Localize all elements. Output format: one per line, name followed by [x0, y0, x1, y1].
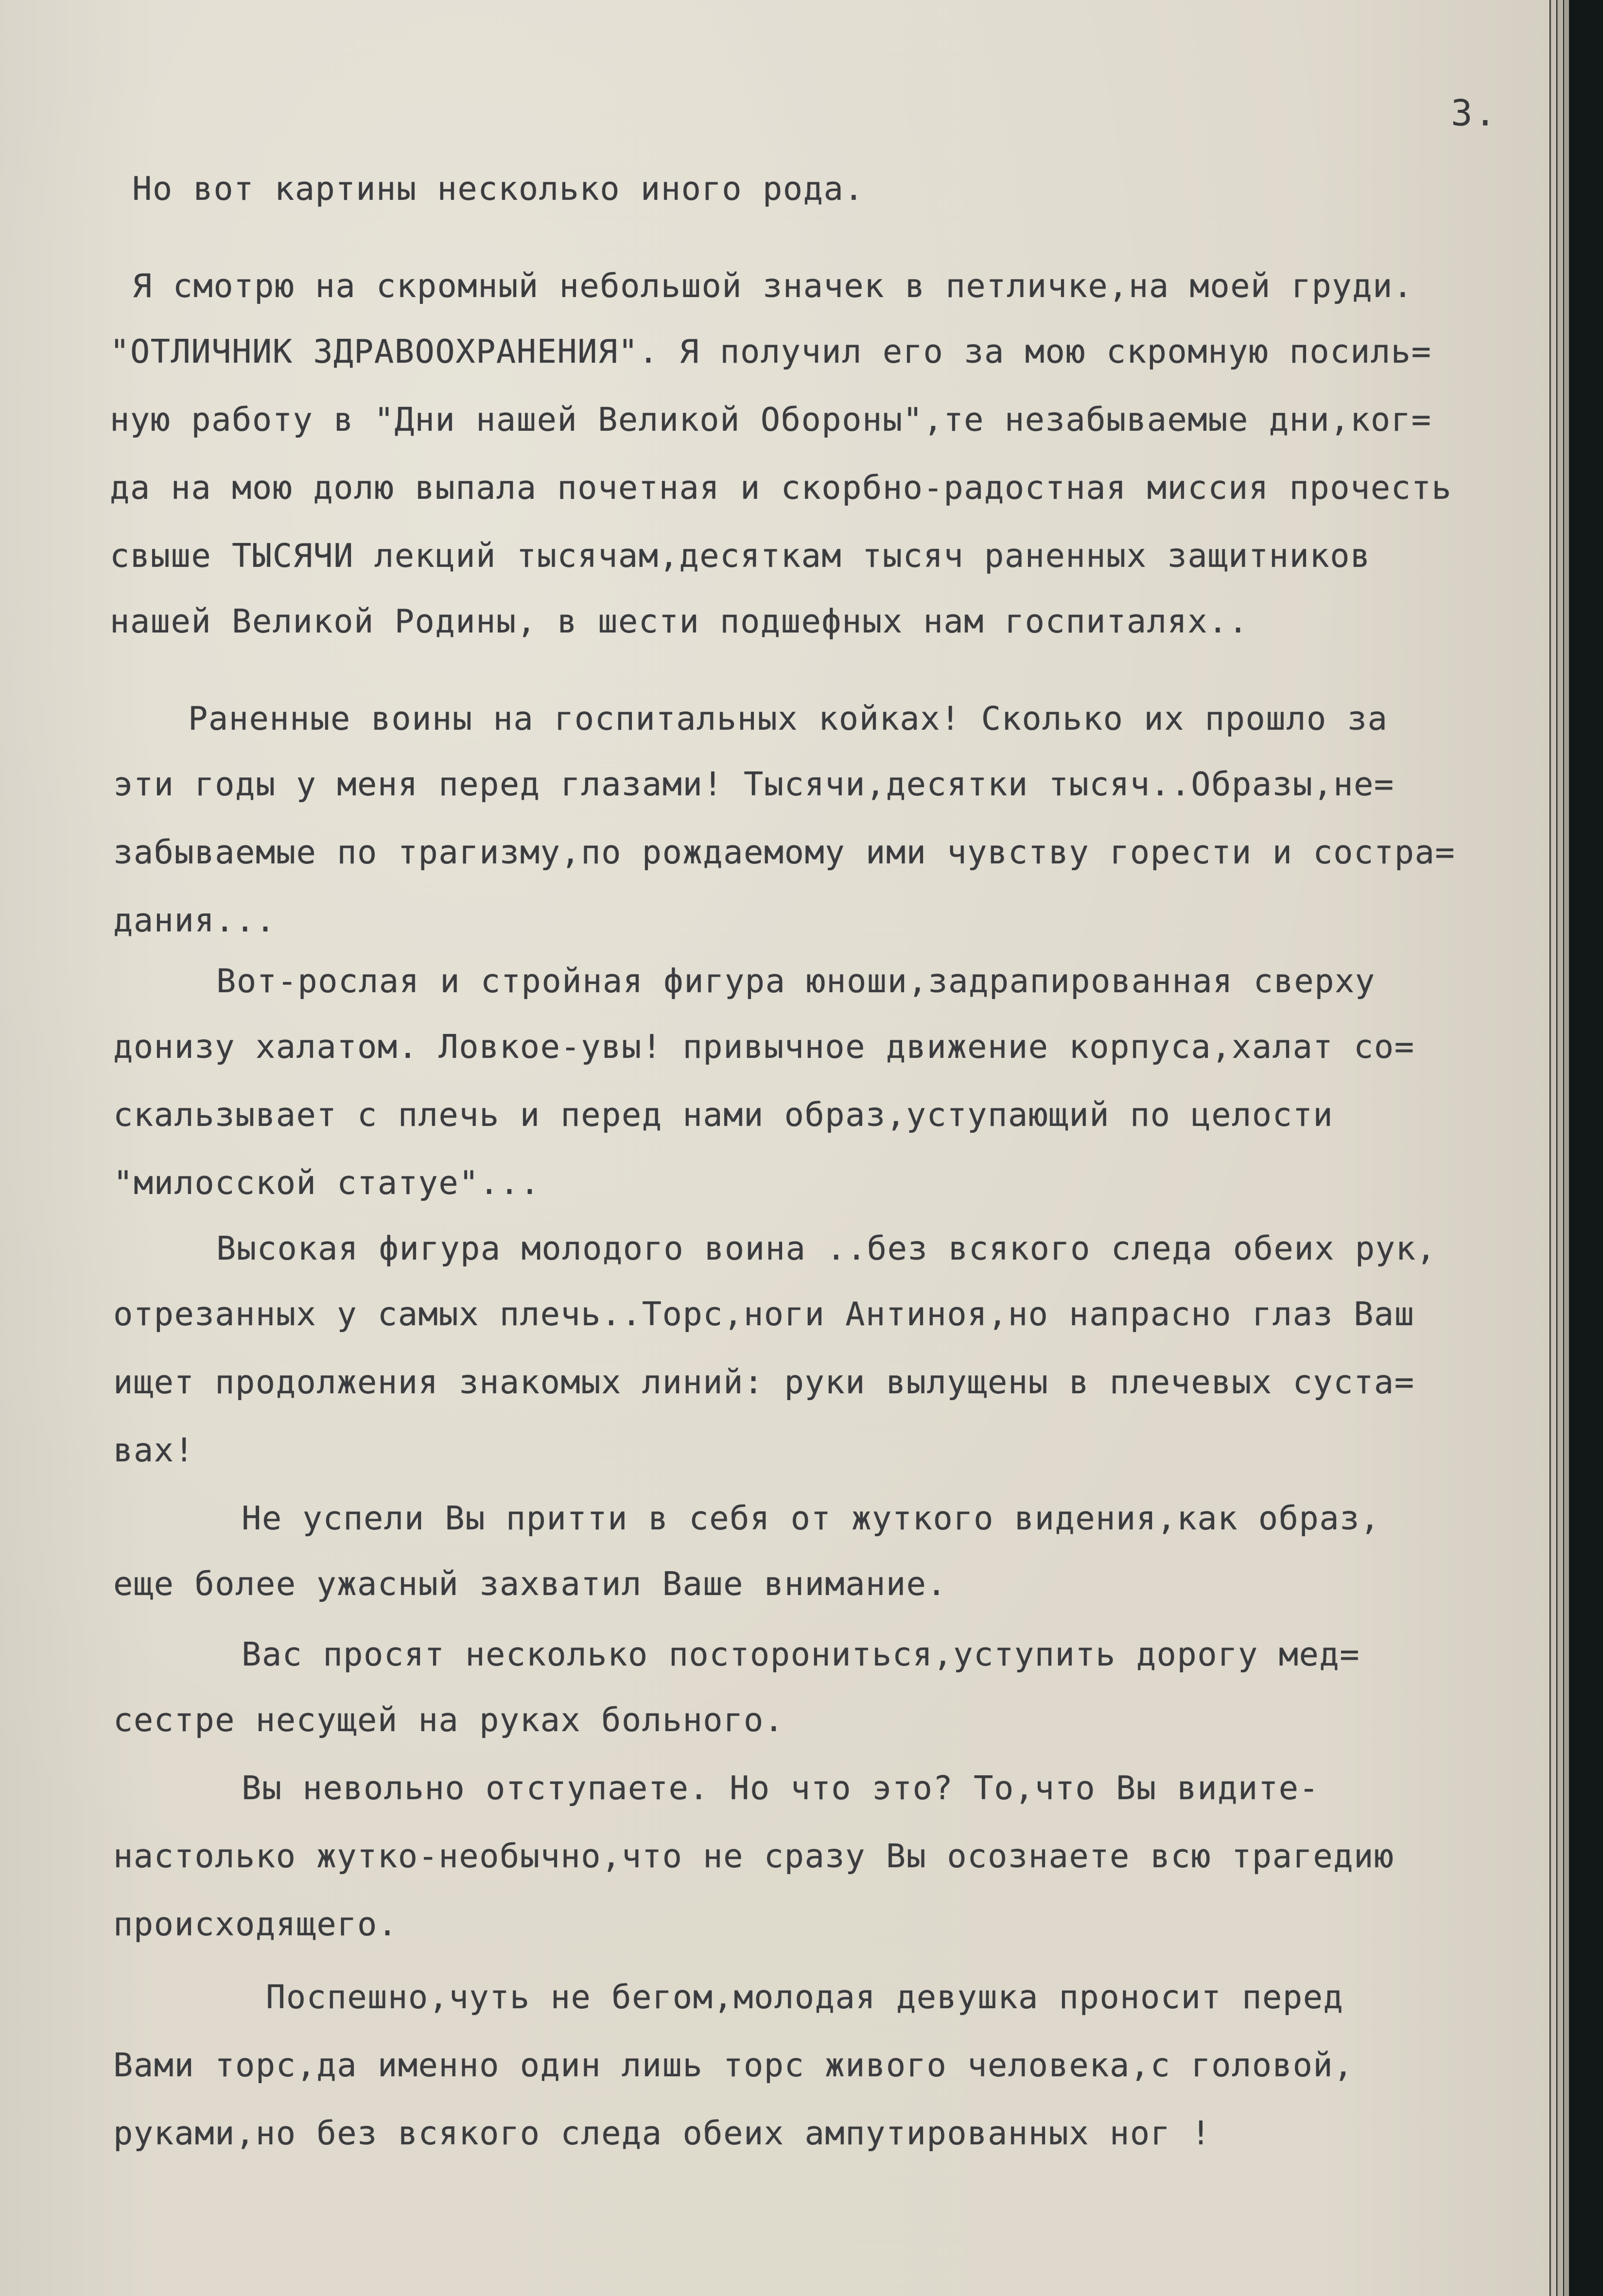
text-line: вах! — [113, 1431, 195, 1469]
text-line: еще более ужасный захватил Ваше внимание. — [113, 1565, 947, 1603]
text-line: Раненные воины на госпитальных койках! Сколько их прошло за — [188, 700, 1388, 737]
text-line: руками,но без всякого следа обеих ампутированных ног ! — [113, 2114, 1212, 2152]
text-line: Поспешно,чуть не бегом,молодая девушка проносит перед — [266, 1978, 1344, 2016]
page-edge — [1564, 0, 1569, 2296]
page-number: 3. — [1451, 92, 1498, 134]
text-line: нашей Великой Родины, в шести подшефных нам госпиталях.. — [110, 602, 1249, 640]
text-line: Вами торс,да именно один лишь торс живого человека,с головой, — [113, 2046, 1354, 2084]
text-line: Но вот картины несколько иного рода. — [132, 170, 865, 208]
text-line: дания... — [113, 901, 276, 939]
text-line: скальзывает с плечь и перед нами образ,уступающий по целости — [113, 1096, 1334, 1134]
text-line: свыше ТЫСЯЧИ лекций тысячам,десяткам тысяч раненных защитников — [110, 537, 1371, 575]
text-line: ную работу в "Дни нашей Великой Обороны",те незабываемые дни,ког= — [110, 401, 1432, 438]
text-line: Вот-рослая и стройная фигура юноши,задрапированная сверху — [216, 962, 1376, 1000]
text-line: "милосской статуе"... — [113, 1164, 540, 1202]
text-line: забываемые по трагизму,по рождаемому ими чувству горести и состра= — [113, 833, 1456, 871]
text-line: Не успели Вы притти в себя от жуткого видения,как образ, — [242, 1499, 1380, 1537]
text-line: Вы невольно отступаете. Но что это? То,что Вы видите- — [242, 1769, 1320, 1807]
page-edge — [1557, 0, 1563, 2296]
text-line: Я смотрю на скромный небольшой значек в петличке,на моей груди. — [132, 267, 1413, 305]
text-line: да на мою долю выпала почетная и скорбно-радостная миссия прочесть — [110, 469, 1452, 507]
text-line: "ОТЛИЧНИК ЗДРАВООХРАНЕНИЯ". Я получил его за мою скромную посиль= — [110, 333, 1432, 370]
text-line: донизу халатом. Ловкое-увы! привычное движение корпуса,халат со= — [113, 1028, 1415, 1066]
text-line: Высокая фигура молодого воина ..без всякого следа обеих рук, — [216, 1229, 1437, 1267]
text-line: отрезанных у самых плечь..Торс,ноги Антиноя,но напрасно глаз Ваш — [113, 1295, 1415, 1333]
text-line: происходящего. — [113, 1905, 398, 1943]
text-line: ищет продолжения знакомых линий: руки вылущены в плечевых суста= — [113, 1363, 1415, 1401]
page-edge — [1551, 0, 1556, 2296]
text-line: эти годы у меня перед глазами! Тысячи,десятки тысяч..Образы,не= — [113, 765, 1394, 803]
text-line: настолько жутко-необычно,что не сразу Вы осознаете всю трагедию — [113, 1837, 1394, 1875]
text-line: Вас просят несколько посторониться,уступить дорогу мед= — [242, 1635, 1360, 1673]
text-line: сестре несущей на руках больного. — [113, 1701, 784, 1739]
